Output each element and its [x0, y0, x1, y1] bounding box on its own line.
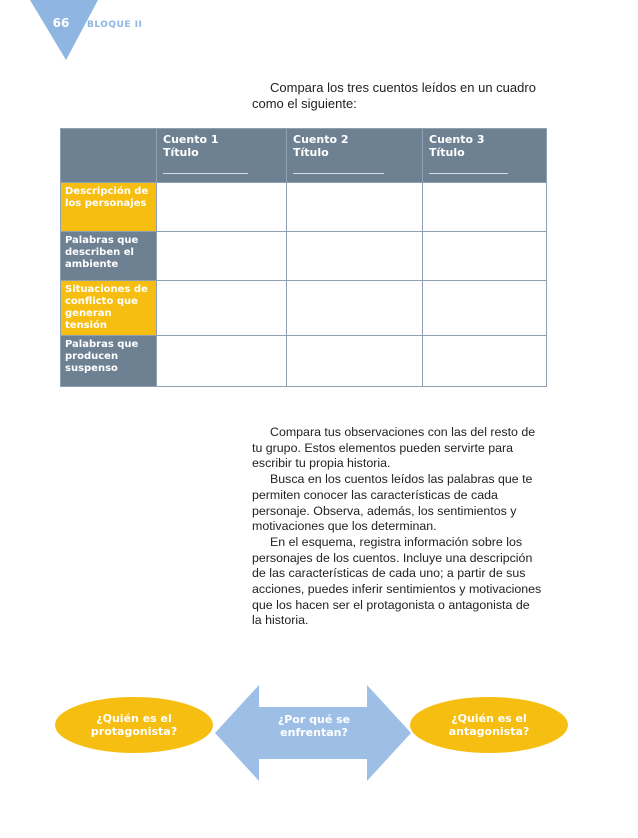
column-subtitle: Título [163, 146, 199, 159]
row-label: Palabras que producen suspenso [61, 336, 157, 387]
column-header-cuento-1 [157, 129, 287, 183]
conflict-label: ¿Por qué se enfrentan? [277, 713, 351, 739]
paragraph: Busca en los cuentos leídos las palabras que te permiten conocer las características de cada personaje. Observa, además, los sentimientos y motivaciones que los determinan. [252, 472, 533, 534]
protagonist-oval [55, 697, 213, 753]
table-cell[interactable] [157, 336, 287, 387]
table-cell[interactable] [423, 232, 547, 281]
title-blank-line [429, 173, 508, 174]
body-text [252, 425, 542, 629]
page-number: 66 [52, 16, 70, 30]
row-label: Palabras que describen el ambiente [61, 232, 157, 281]
row-label: Situaciones de conflicto que generan tensión [61, 281, 157, 336]
table-corner [61, 129, 157, 183]
comparison-table [60, 128, 547, 387]
table-cell[interactable] [287, 232, 423, 281]
table-cell[interactable] [287, 336, 423, 387]
table-row [61, 281, 547, 336]
row-label: Descripción de los personajes [61, 183, 157, 232]
table-cell[interactable] [423, 281, 547, 336]
block-label: BLOQUE II [87, 20, 143, 30]
antagonist-oval [410, 697, 568, 753]
table-cell[interactable] [287, 281, 423, 336]
title-blank-line [163, 173, 248, 174]
intro-text [252, 80, 552, 112]
character-diagram [55, 683, 575, 783]
intro-line-2: como el siguiente: [252, 96, 357, 111]
title-blank-line [293, 173, 384, 174]
table-cell[interactable] [423, 336, 547, 387]
table-cell[interactable] [287, 183, 423, 232]
column-title: Cuento 2 [293, 133, 349, 146]
table-cell[interactable] [157, 232, 287, 281]
paragraph: Compara tus observaciones con las del resto de tu grupo. Estos elementos pueden servirte para escribir tu propia historia. [252, 425, 536, 471]
table-header-row [61, 129, 547, 183]
table-row [61, 183, 547, 232]
column-header-cuento-3 [423, 129, 547, 183]
column-subtitle: Título [293, 146, 329, 159]
table-cell[interactable] [157, 183, 287, 232]
protagonist-label: ¿Quién es el protagonista? [90, 712, 178, 738]
antagonist-label: ¿Quién es el antagonista? [448, 712, 530, 738]
column-title: Cuento 3 [429, 133, 485, 146]
page-number-marker [0, 0, 150, 90]
table-row [61, 232, 547, 281]
intro-line-1: Compara los tres cuentos leídos en un cuadro [270, 80, 536, 95]
column-subtitle: Título [429, 146, 465, 159]
table-row [61, 336, 547, 387]
table-cell[interactable] [423, 183, 547, 232]
paragraph: En el esquema, registra información sobre los personajes de los cuentos. Incluye una descripción de las características de cada uno; a partir de sus acciones, puedes inferir sentimientos y motivaciones que los hacen ser el protagonista o antagonista de la historia. [252, 534, 542, 628]
column-title: Cuento 1 [163, 133, 219, 146]
table-cell[interactable] [157, 281, 287, 336]
column-header-cuento-2 [287, 129, 423, 183]
